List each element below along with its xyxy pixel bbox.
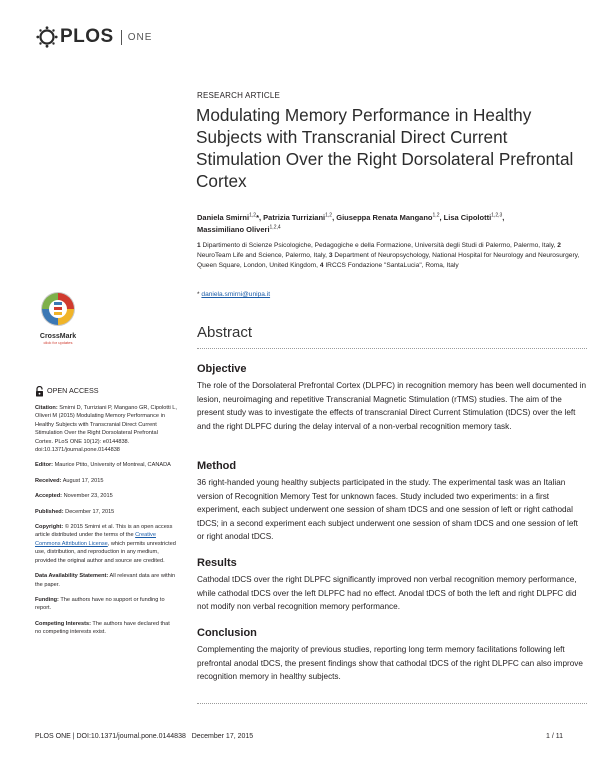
logo-plos-text: PLOS — [60, 26, 114, 47]
editor: Editor: Maurice Ptito, University of Montreal, CANADA — [35, 462, 171, 469]
crossmark-label: CrossMark — [39, 333, 77, 340]
plos-one-logo — [36, 26, 152, 48]
section-text-objective: The role of the Dorsolateral Prefrontal Cortex (DLPFC) in recognition memory has been well documented in lesion, neuroimaging and repetitive Transcranial Magnetic Stimulation (rTMS) studies. The aim of the present study was to investigate the effects of transcranial Direct Current Stimulation (tDCS) over the left and the right DLPFC during the delay interval of a non-verbal recognition memory task. — [197, 381, 587, 431]
logo-one-text: ONE — [127, 31, 153, 43]
section-text-conclusion: Complementing the majority of previous studies, reporting long term memory facilitations following left prefrontal anodal tDCS, the present findings show that cathodal tDCS of the right DLPFC can also improve recognition memory in healthy subjects. — [197, 645, 583, 681]
article-type: RESEARCH ARTICLE — [197, 91, 281, 100]
data-availability: Data Availability Statement: All relevant data are within the paper. — [35, 573, 176, 588]
affiliations: 1 Dipartimento di Scienze Psicologiche, Pedagogiche e della Formazione, Università degli Studi di Palermo, Palermo, Italy, 2 NeuroTeam Life and Science, Palermo, Italy, 3 Department of Neuropsychology, National Hospital for Neurology and Neurosurgery, Queen Square, London, United Kingdom, 4 IRCCS Fondazione "SantaLucia", Roma, Italy — [197, 242, 580, 269]
page-number: 1 / 11 — [546, 733, 563, 740]
section-heading-method: Method — [197, 460, 237, 472]
published-date: Published: December 17, 2015 — [35, 508, 115, 515]
logo-divider — [121, 30, 122, 45]
author: Massimiliano Oliveri$^{1,2,4}$ — [197, 224, 281, 234]
open-access-label: OPEN ACCESS — [35, 386, 177, 397]
crossmark-badge[interactable] — [37, 291, 79, 345]
section-text-results: Cathodal tDCS over the right DLPFC significantly improved non verbal recognition memory performance, while cathodal tDCS over the left DLPFC had no effect. Anodal tDCS of both the left and right DLPFC did not modify non verbal recognition memory performance. — [197, 575, 577, 611]
license-link[interactable]: Creative Commons Attribution License — [35, 532, 156, 547]
copyright: Copyright: © 2015 Smirni et al. This is an open access article distributed under the terms of the Creative Commons Attribution License, which permits unrestricted use, distribution, and reproduction in any medium, provided the original author and source are credited. — [35, 524, 176, 564]
author: Daniela Smirni$^{1,2}$*, — [197, 212, 264, 222]
author: Lisa Cipolotti$^{1,2,3}$, — [443, 212, 505, 222]
footer-journal-doi: PLOS ONE | DOI:10.1371/journal.pone.0144838 December 17, 2015 — [35, 733, 254, 740]
article-info-sidebar — [35, 386, 177, 644]
divider — [197, 703, 587, 704]
divider — [197, 348, 587, 349]
crossmark-icon — [40, 291, 76, 327]
accepted-date: Accepted: November 23, 2015 — [35, 493, 113, 500]
competing-interests: Competing Interests: The authors have declared that no competing interests exist. — [35, 620, 170, 636]
received-date: Received: August 17, 2015 — [35, 477, 104, 484]
author-list — [197, 210, 592, 235]
abstract-heading: Abstract — [197, 324, 253, 341]
crossmark-subtext: click for updates — [43, 340, 73, 345]
section-heading-results: Results — [197, 557, 237, 569]
corresponding-author: * daniela.smirni@unipa.it — [197, 291, 271, 298]
plos-logo-icon — [36, 26, 58, 48]
author: Giuseppa Renata Mangano$^{1,2}$, — [336, 212, 444, 222]
funding: Funding: The authors have no support or funding to report. — [35, 596, 165, 612]
corresponding-email-link[interactable]: daniela.smirni@unipa.it — [201, 291, 271, 298]
author: Patrizia Turriziani$^{1,2}$, — [263, 212, 337, 222]
open-lock-icon — [35, 386, 44, 397]
citation: Citation: Smirni D, Turriziani P, Mangano GR, Cipolotti L, Oliveri M (2015) Modulating Memory Performance in Healthy Subjects with Transcranial Direct Current Stimulation Over the Right Dorsolateral Prefrontal Cortex. PLoS ONE 10(12): e0144838. doi:10.1371/journal.pone.0144838 — [35, 405, 177, 454]
section-text-method: 36 right-handed young healthy subjects participated in the study. The experimental task was an Italian version of Recognition Memory Test for unknown faces. Study included two experiments: in a first experiment, each subject underwent one session of sham tDCS and one session of left or right cathodal tDCS; in a second experiment each subject underwent one session of sham tDCS and one session of left or right anodal tDCS. — [197, 478, 578, 541]
article-title: Modulating Memory Performance in Healthy Subjects with Transcranial Direct Current Stimulation Over the Right Dorsolateral Prefrontal Cortex — [196, 105, 574, 191]
section-heading-objective: Objective — [197, 363, 247, 375]
section-heading-conclusion: Conclusion — [197, 627, 257, 639]
